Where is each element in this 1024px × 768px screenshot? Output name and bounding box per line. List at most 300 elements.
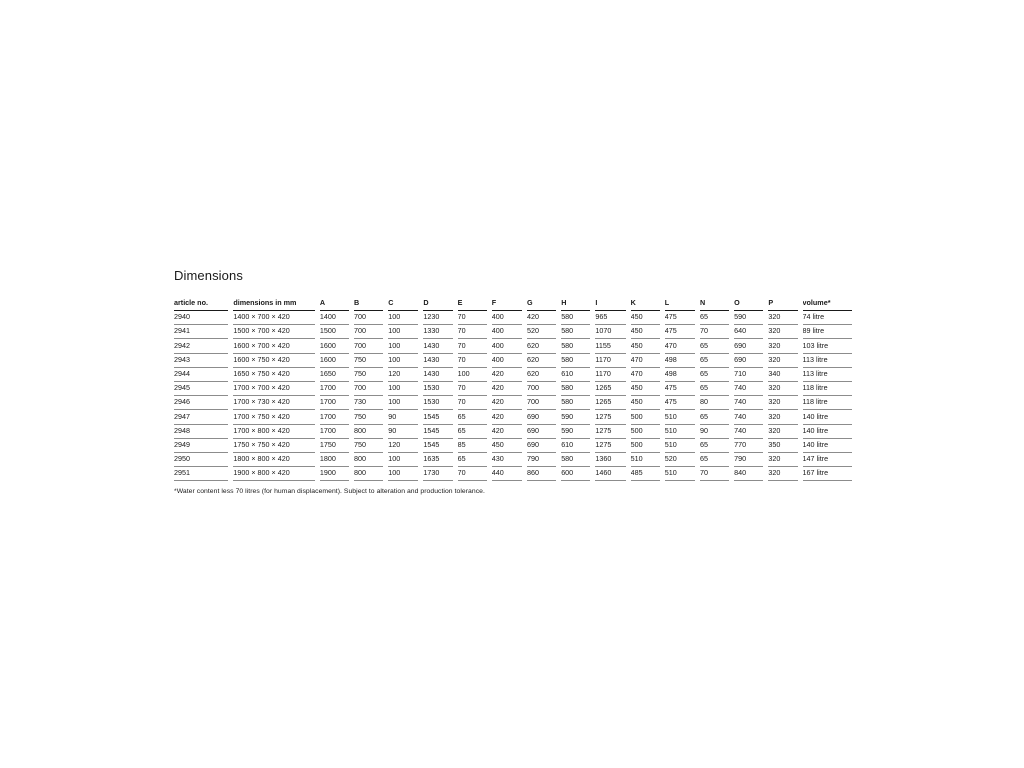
table-cell-value: 70	[458, 467, 487, 481]
table-cell	[768, 410, 802, 424]
table-cell	[388, 467, 423, 481]
table-cell-value: 320	[768, 311, 797, 325]
table-cell	[423, 467, 457, 481]
table-cell	[233, 425, 320, 439]
table-cell-value: 730	[354, 396, 383, 410]
table-cell-value: 1500	[320, 325, 349, 339]
table-cell-value: 1070	[595, 325, 625, 339]
table-cell	[174, 439, 233, 453]
table-cell-value: 440	[492, 467, 522, 481]
table-cell-value: 167 litre	[803, 467, 852, 481]
table-cell	[631, 368, 665, 382]
table-cell-value: 470	[631, 354, 660, 368]
table-row	[174, 439, 852, 453]
table-cell-value: 750	[354, 439, 383, 453]
table-cell-value: 100	[388, 354, 418, 368]
table-cell-value: 70	[458, 340, 487, 354]
table-cell	[388, 425, 423, 439]
table-cell-value: 640	[734, 325, 763, 339]
table-cell	[233, 354, 320, 368]
table-cell-value: 750	[354, 411, 383, 425]
table-cell-value: 400	[492, 311, 522, 325]
table-cell-value: 400	[492, 340, 522, 354]
table-cell	[320, 382, 354, 396]
table-cell	[527, 396, 561, 410]
table-cell-value: 65	[700, 453, 729, 467]
table-cell	[734, 425, 768, 439]
table-cell	[354, 410, 388, 424]
table-cell-value: 1545	[423, 439, 452, 453]
table-cell	[631, 467, 665, 481]
table-cell	[700, 410, 734, 424]
table-cell	[631, 396, 665, 410]
table-cell	[561, 467, 595, 481]
table-cell	[527, 453, 561, 467]
table-cell	[768, 354, 802, 368]
table-cell-value: 580	[561, 382, 590, 396]
table-cell	[458, 354, 492, 368]
table-cell-value: 1700	[320, 411, 349, 425]
table-cell	[768, 339, 802, 353]
table-cell	[388, 396, 423, 410]
table-cell-value: 1600 × 700 × 420	[233, 340, 315, 354]
table-cell-value: 700	[354, 340, 383, 354]
table-cell-value: 65	[700, 439, 729, 453]
table-cell-value: 103 litre	[803, 340, 852, 354]
table-cell	[561, 311, 595, 325]
table-cell	[388, 410, 423, 424]
table-cell-value: 590	[561, 425, 590, 439]
table-cell	[423, 382, 457, 396]
table-cell-value: 420	[492, 396, 522, 410]
table-cell	[803, 453, 852, 467]
table-cell	[492, 439, 527, 453]
table-cell	[388, 339, 423, 353]
table-cell	[423, 368, 457, 382]
table-cell	[700, 368, 734, 382]
table-cell	[665, 425, 700, 439]
column-header-label: N	[700, 297, 729, 311]
table-cell	[423, 453, 457, 467]
table-cell	[527, 325, 561, 339]
table-cell	[174, 354, 233, 368]
table-cell-value: 700	[527, 396, 556, 410]
column-header-label: K	[631, 297, 660, 311]
table-cell	[320, 354, 354, 368]
column-header	[595, 297, 630, 311]
table-row	[174, 368, 852, 382]
table-cell	[458, 410, 492, 424]
table-cell-value: 1500 × 700 × 420	[233, 325, 315, 339]
table-cell	[174, 368, 233, 382]
column-header-label: F	[492, 297, 522, 311]
table-cell-value: 320	[768, 467, 797, 481]
table-cell-value: 1730	[423, 467, 452, 481]
column-header	[665, 297, 700, 311]
column-header-label: dimensions in mm	[233, 297, 315, 311]
table-cell	[527, 439, 561, 453]
table-cell-value: 1155	[595, 340, 625, 354]
table-cell	[665, 439, 700, 453]
table-cell-value: 800	[354, 453, 383, 467]
table-cell	[665, 396, 700, 410]
table-cell-value: 590	[734, 311, 763, 325]
table-cell-value: 65	[458, 411, 487, 425]
table-cell	[458, 339, 492, 353]
table-cell-value: 90	[388, 425, 418, 439]
table-cell-value: 520	[527, 325, 556, 339]
table-cell-value: 700	[354, 382, 383, 396]
column-header-label: G	[527, 297, 556, 311]
column-header	[561, 297, 595, 311]
table-cell-value: 840	[734, 467, 763, 481]
table-cell-value: 2940	[174, 311, 228, 325]
table-cell-value: 2943	[174, 354, 228, 368]
table-cell	[388, 453, 423, 467]
table-cell	[527, 425, 561, 439]
table-cell	[700, 453, 734, 467]
column-header-label: E	[458, 297, 487, 311]
table-cell-value: 420	[527, 311, 556, 325]
table-cell-value: 100	[388, 340, 418, 354]
table-cell	[388, 382, 423, 396]
table-cell-value: 340	[768, 368, 797, 382]
table-cell-value: 510	[665, 439, 695, 453]
table-row	[174, 311, 852, 325]
table-cell-value: 320	[768, 411, 797, 425]
column-header	[354, 297, 388, 311]
table-cell	[700, 439, 734, 453]
table-cell	[354, 382, 388, 396]
table-cell-value: 1530	[423, 396, 452, 410]
table-cell	[320, 339, 354, 353]
table-cell-value: 70	[458, 382, 487, 396]
table-cell-value: 750	[354, 354, 383, 368]
table-cell	[458, 368, 492, 382]
table-cell-value: 320	[768, 382, 797, 396]
table-cell	[665, 467, 700, 481]
table-cell	[665, 368, 700, 382]
table-cell-value: 580	[561, 311, 590, 325]
table-cell-value: 510	[665, 425, 695, 439]
dimensions-sheet	[174, 268, 854, 495]
table-cell	[233, 453, 320, 467]
table-cell	[320, 325, 354, 339]
table-cell-value: 1700	[320, 396, 349, 410]
table-cell-value: 1265	[595, 382, 625, 396]
table-cell	[665, 453, 700, 467]
table-cell	[458, 396, 492, 410]
table-cell-value: 70	[458, 396, 487, 410]
table-cell-value: 2951	[174, 467, 228, 481]
column-header-label: P	[768, 297, 797, 311]
table-cell-value: 350	[768, 439, 797, 453]
table-cell	[458, 382, 492, 396]
table-cell	[768, 425, 802, 439]
table-cell	[320, 425, 354, 439]
table-cell-value: 1635	[423, 453, 452, 467]
table-cell	[768, 368, 802, 382]
table-cell	[665, 339, 700, 353]
table-cell-value: 800	[354, 425, 383, 439]
table-cell	[768, 453, 802, 467]
table-cell-value: 700	[354, 325, 383, 339]
table-cell	[665, 382, 700, 396]
table-cell	[423, 396, 457, 410]
table-cell	[354, 368, 388, 382]
table-cell-value: 100	[388, 311, 418, 325]
table-row	[174, 425, 852, 439]
table-cell-value: 420	[492, 425, 522, 439]
table-cell-value: 120	[388, 368, 418, 382]
table-cell-value: 1600 × 750 × 420	[233, 354, 315, 368]
table-cell	[354, 453, 388, 467]
table-cell-value: 580	[561, 325, 590, 339]
table-cell	[595, 410, 630, 424]
column-header-label: H	[561, 297, 590, 311]
table-cell	[492, 382, 527, 396]
table-cell-value: 1400	[320, 311, 349, 325]
table-cell-value: 740	[734, 425, 763, 439]
table-cell-value: 1600	[320, 340, 349, 354]
column-header	[492, 297, 527, 311]
table-cell	[595, 453, 630, 467]
table-cell	[768, 311, 802, 325]
table-cell-value: 430	[492, 453, 522, 467]
table-cell-value: 800	[354, 467, 383, 481]
table-cell-value: 420	[492, 368, 522, 382]
table-cell	[700, 339, 734, 353]
table-cell	[174, 425, 233, 439]
table-cell-value: 1400 × 700 × 420	[233, 311, 315, 325]
table-row	[174, 453, 852, 467]
table-cell-value: 320	[768, 354, 797, 368]
table-cell-value: 320	[768, 340, 797, 354]
table-cell-value: 118 litre	[803, 382, 852, 396]
table-cell	[631, 311, 665, 325]
table-cell-value: 700	[527, 382, 556, 396]
table-cell	[492, 368, 527, 382]
dimensions-table	[174, 297, 852, 481]
table-cell-value: 580	[561, 340, 590, 354]
table-row	[174, 325, 852, 339]
table-cell	[734, 396, 768, 410]
table-cell-value: 690	[527, 411, 556, 425]
table-cell-value: 1900 × 800 × 420	[233, 467, 315, 481]
table-cell	[233, 396, 320, 410]
table-row	[174, 467, 852, 481]
table-cell	[527, 311, 561, 325]
table-cell-value: 147 litre	[803, 453, 852, 467]
column-header	[734, 297, 768, 311]
table-cell	[174, 311, 233, 325]
table-cell	[665, 325, 700, 339]
table-cell-value: 320	[768, 425, 797, 439]
table-cell	[803, 311, 852, 325]
table-cell-value: 860	[527, 467, 556, 481]
table-cell-value: 450	[631, 311, 660, 325]
table-cell-value: 610	[561, 368, 590, 382]
table-cell-value: 1750	[320, 439, 349, 453]
table-cell	[492, 410, 527, 424]
table-cell-value: 500	[631, 425, 660, 439]
table-cell	[233, 382, 320, 396]
table-cell	[423, 325, 457, 339]
table-cell	[768, 396, 802, 410]
table-cell	[768, 439, 802, 453]
table-cell-value: 113 litre	[803, 368, 852, 382]
column-header-label: volume*	[803, 297, 852, 311]
table-cell	[803, 410, 852, 424]
table-cell	[561, 410, 595, 424]
table-row	[174, 339, 852, 353]
table-header-row	[174, 297, 852, 311]
table-cell	[423, 425, 457, 439]
table-cell-value: 2950	[174, 453, 228, 467]
table-cell	[527, 467, 561, 481]
table-cell-value: 140 litre	[803, 425, 852, 439]
table-cell-value: 70	[458, 325, 487, 339]
table-cell	[233, 439, 320, 453]
column-header-label: L	[665, 297, 695, 311]
table-cell	[631, 453, 665, 467]
table-cell	[734, 311, 768, 325]
table-cell-value: 510	[665, 411, 695, 425]
table-cell	[492, 396, 527, 410]
table-cell-value: 1700 × 730 × 420	[233, 396, 315, 410]
table-cell-value: 90	[388, 411, 418, 425]
table-cell-value: 520	[665, 453, 695, 467]
table-cell-value: 1230	[423, 311, 452, 325]
table-cell	[320, 467, 354, 481]
table-cell	[388, 311, 423, 325]
table-cell-value: 2948	[174, 425, 228, 439]
column-header	[527, 297, 561, 311]
table-cell	[595, 467, 630, 481]
column-header	[631, 297, 665, 311]
table-cell	[388, 325, 423, 339]
table-row	[174, 382, 852, 396]
table-cell-value: 400	[492, 325, 522, 339]
table-row	[174, 410, 852, 424]
table-cell-value: 790	[734, 453, 763, 467]
table-cell-value: 1700 × 700 × 420	[233, 382, 315, 396]
table-cell	[320, 453, 354, 467]
table-cell-value: 700	[354, 311, 383, 325]
table-cell	[631, 439, 665, 453]
table-body	[174, 311, 852, 481]
table-cell-value: 580	[561, 396, 590, 410]
table-cell-value: 100	[458, 368, 487, 382]
table-cell-value: 420	[492, 411, 522, 425]
table-cell	[458, 425, 492, 439]
table-cell-value: 770	[734, 439, 763, 453]
table-cell	[665, 410, 700, 424]
table-cell	[174, 453, 233, 467]
table-cell	[233, 410, 320, 424]
table-cell	[803, 368, 852, 382]
table-cell	[320, 439, 354, 453]
table-cell	[595, 382, 630, 396]
table-cell-value: 65	[700, 411, 729, 425]
table-cell	[423, 311, 457, 325]
table-cell-value: 590	[561, 411, 590, 425]
table-cell	[320, 410, 354, 424]
table-cell	[700, 354, 734, 368]
table-cell-value: 100	[388, 325, 418, 339]
table-cell-value: 65	[700, 311, 729, 325]
table-cell	[527, 382, 561, 396]
table-cell	[174, 410, 233, 424]
table-cell-value: 475	[665, 325, 695, 339]
table-cell	[734, 382, 768, 396]
table-cell	[174, 325, 233, 339]
table-cell	[700, 382, 734, 396]
column-header	[388, 297, 423, 311]
table-cell	[492, 339, 527, 353]
table-cell-value: 2946	[174, 396, 228, 410]
table-cell-value: 100	[388, 453, 418, 467]
table-cell-value: 1600	[320, 354, 349, 368]
table-cell	[423, 339, 457, 353]
table-cell-value: 475	[665, 311, 695, 325]
table-cell-value: 90	[700, 425, 729, 439]
table-cell-value: 1900	[320, 467, 349, 481]
table-cell	[595, 311, 630, 325]
table-cell	[700, 467, 734, 481]
table-cell	[768, 382, 802, 396]
table-cell-value: 320	[768, 325, 797, 339]
table-cell	[174, 467, 233, 481]
table-cell	[458, 325, 492, 339]
table-cell-value: 500	[631, 411, 660, 425]
table-cell	[423, 439, 457, 453]
table-cell	[492, 325, 527, 339]
table-cell-value: 1275	[595, 425, 625, 439]
table-cell-value: 65	[458, 453, 487, 467]
table-cell-value: 740	[734, 396, 763, 410]
column-header-label: article no.	[174, 297, 228, 311]
table-cell-value: 1265	[595, 396, 625, 410]
column-header	[320, 297, 354, 311]
table-cell	[734, 368, 768, 382]
table-cell	[354, 325, 388, 339]
table-cell	[561, 453, 595, 467]
table-cell	[423, 410, 457, 424]
table-cell	[631, 425, 665, 439]
table-cell	[803, 439, 852, 453]
table-cell	[233, 368, 320, 382]
table-cell	[734, 325, 768, 339]
table-cell-value: 100	[388, 382, 418, 396]
table-cell	[388, 368, 423, 382]
table-cell	[458, 311, 492, 325]
column-header	[458, 297, 492, 311]
table-cell-value: 580	[561, 453, 590, 467]
table-row	[174, 396, 852, 410]
table-cell	[595, 354, 630, 368]
table-cell	[803, 339, 852, 353]
table-cell-value: 750	[354, 368, 383, 382]
table-cell-value: 470	[631, 368, 660, 382]
table-cell	[320, 368, 354, 382]
table-cell	[423, 354, 457, 368]
table-cell-value: 600	[561, 467, 590, 481]
table-cell-value: 450	[631, 396, 660, 410]
column-header	[423, 297, 457, 311]
table-cell-value: 320	[768, 396, 797, 410]
table-cell	[595, 368, 630, 382]
